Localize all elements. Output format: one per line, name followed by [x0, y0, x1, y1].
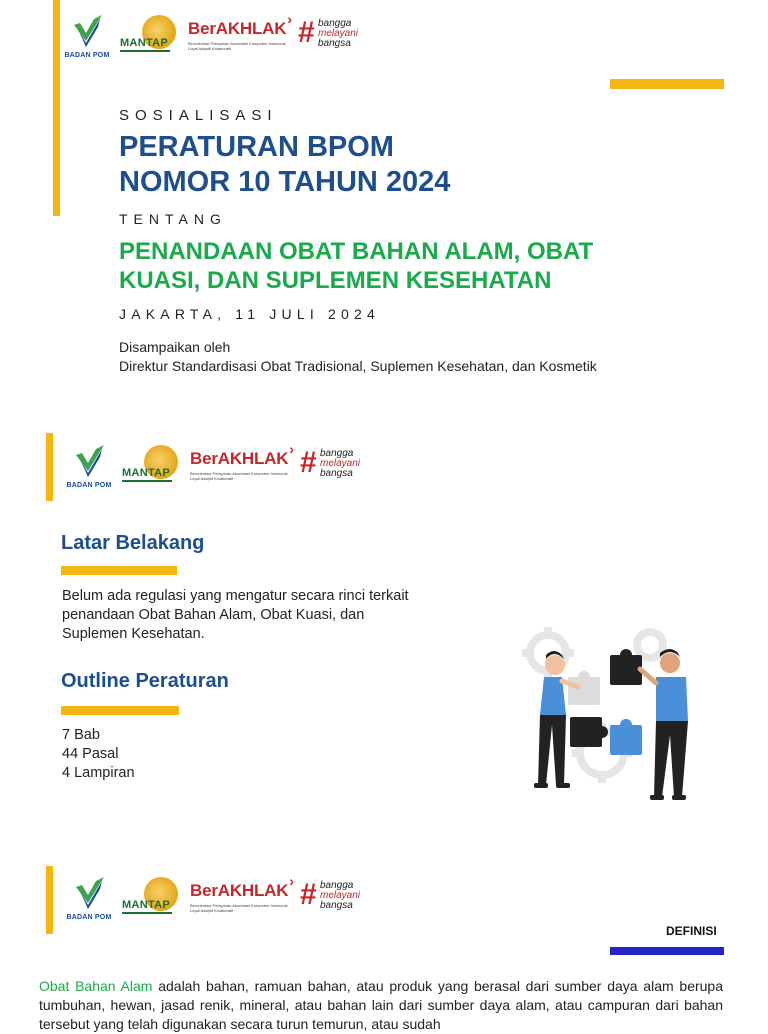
- outline-item-pasal: 44 Pasal: [62, 746, 119, 762]
- bangga-word-2: melayani: [318, 28, 359, 39]
- presenter-label: Disampaikan oleh: [119, 339, 231, 355]
- kicker-sosialisasi: SOSIALISASI: [119, 107, 278, 124]
- logo-strip-bottom: [66, 872, 370, 922]
- mantap-label: MANTAP: [120, 37, 169, 49]
- outline-item-lampiran: 4 Lampiran: [62, 765, 135, 781]
- background-heading: Latar Belakang: [61, 532, 205, 554]
- mantap-logo: [122, 443, 180, 487]
- title-line-2: NOMOR 10 TAHUN 2024: [119, 166, 451, 198]
- chevron-icon: ›: [287, 11, 292, 27]
- bangga-word-1: bangga: [320, 448, 354, 459]
- berakhlak-subtitle: Berorientasi Pelayanan Akuntabel Kompeten Harmonis Loyal Adaptif Kolaboratif: [190, 903, 288, 913]
- presenter-block: [119, 338, 597, 376]
- logo-strip-middle: [66, 440, 370, 490]
- definition-term: Obat Bahan Alam: [39, 978, 153, 994]
- berakhlak-label: BerAKHLAK: [188, 19, 287, 38]
- subject-title: [119, 237, 719, 295]
- hashtag-icon: #: [300, 878, 317, 911]
- berakhlak-label: BerAKHLAK: [190, 449, 289, 468]
- accent-bar-left: [53, 0, 60, 216]
- bangga-word-2: melayani: [320, 458, 361, 469]
- outline-item-bab: 7 Bab: [62, 727, 100, 743]
- subject-line-1: PENANDAAN OBAT BAHAN ALAM, OBAT: [119, 238, 594, 265]
- accent-bar-left-3: [46, 866, 53, 934]
- chevron-icon: ›: [289, 441, 294, 457]
- hashtag-icon: #: [298, 16, 315, 49]
- bangga-word-2: melayani: [320, 890, 361, 901]
- berakhlak-logo: [188, 11, 292, 57]
- presenter-name: Direktur Standardisasi Obat Tradisional, Suplemen Kesehatan, dan Kosmetik: [119, 358, 597, 374]
- definition-body: adalah bahan, ramuan bahan, atau produk yang berasal dari sumber daya alam berupa tumbuhan, hewan, jasad renik, mineral, atau bahan lain dari sumber daya alam, atau campuran dari bahan tersebut yang telah digunakan secara turun temurun, atau sudah: [39, 978, 723, 1032]
- outline-list: [62, 726, 262, 783]
- berakhlak-logo: [190, 441, 294, 487]
- bpom-label: BADAN POM: [66, 914, 112, 921]
- title-line-1: PERATURAN BPOM: [119, 131, 394, 163]
- accent-bar-top-right: [610, 79, 724, 89]
- mantap-logo: [120, 13, 178, 57]
- chevron-icon: ›: [289, 873, 294, 889]
- background-text: [62, 587, 502, 644]
- puzzle-illustration: [510, 625, 710, 805]
- bpom-logo: [66, 873, 112, 921]
- definition-bar: [610, 947, 724, 955]
- background-underline: [61, 566, 177, 575]
- berakhlak-label: BerAKHLAK: [190, 881, 289, 900]
- bangga-word-3: bangsa: [320, 900, 353, 911]
- bangga-word-3: bangsa: [320, 468, 353, 479]
- berakhlak-subtitle: Berorientasi Pelayanan Akuntabel Kompeten Harmonis Loyal Adaptif Kolaboratif: [188, 41, 286, 51]
- bpom-logo: [64, 11, 110, 59]
- background-line-1: Belum ada regulasi yang mengatur secara rinci terkait: [62, 588, 409, 604]
- accent-bar-left-2: [46, 433, 53, 501]
- definition-paragraph: [39, 977, 723, 1034]
- hashtag-icon: #: [300, 446, 317, 479]
- berakhlak-subtitle: Berorientasi Pelayanan Akuntabel Kompeten Harmonis Loyal Adaptif Kolaboratif: [190, 471, 288, 481]
- bangga-word-1: bangga: [320, 880, 354, 891]
- mantap-label: MANTAP: [122, 899, 171, 911]
- bangga-melayani-logo: [298, 13, 368, 57]
- bangga-word-3: bangsa: [318, 38, 351, 49]
- bangga-word-1: bangga: [318, 18, 352, 29]
- outline-heading: Outline Peraturan: [61, 670, 229, 692]
- bpom-logo: [66, 441, 112, 489]
- subject-line-2: KUASI, DAN SUPLEMEN KESEHATAN: [119, 267, 552, 294]
- berakhlak-logo: [190, 873, 294, 919]
- background-line-2: penandaan Obat Bahan Alam, Obat Kuasi, dan: [62, 607, 365, 623]
- place-date: JAKARTA, 11 JULI 2024: [119, 306, 380, 322]
- bpom-label: BADAN POM: [66, 482, 112, 489]
- outline-underline: [61, 706, 179, 715]
- bangga-melayani-logo: [300, 875, 370, 919]
- logo-strip-top: [64, 10, 368, 60]
- bpom-label: BADAN POM: [64, 52, 110, 59]
- about-label: TENTANG: [119, 211, 227, 227]
- mantap-label: MANTAP: [122, 467, 171, 479]
- regulation-title: [119, 130, 450, 200]
- definition-label: DEFINISI: [666, 924, 717, 938]
- background-line-3: Suplemen Kesehatan.: [62, 626, 205, 642]
- mantap-logo: [122, 875, 180, 919]
- bangga-melayani-logo: [300, 443, 370, 487]
